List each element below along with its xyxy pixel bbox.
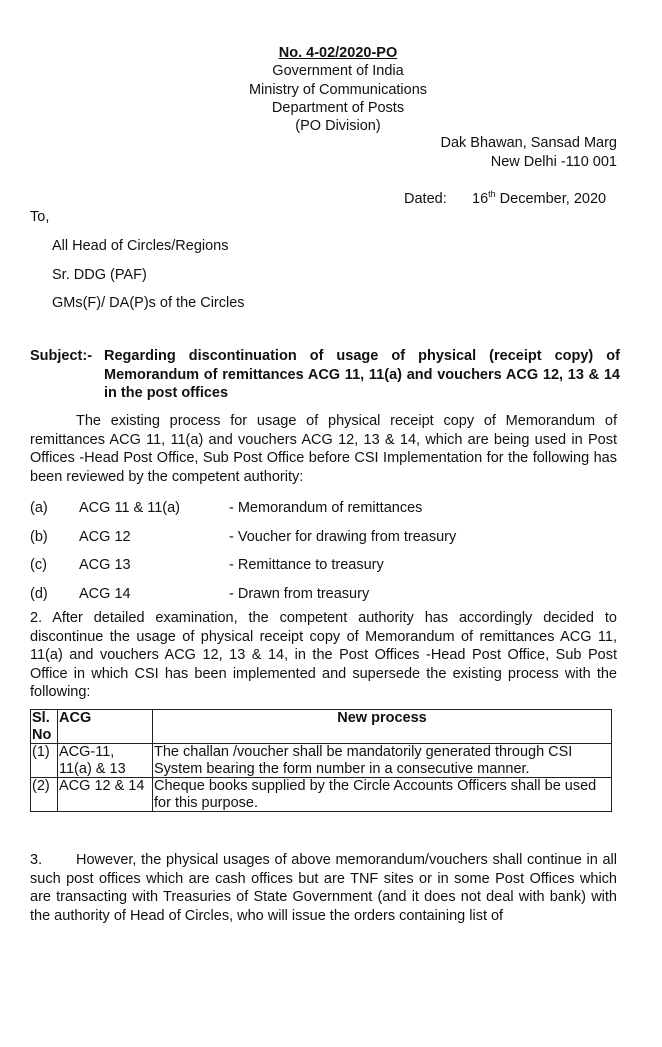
paragraph-2: 2. After detailed examination, the competent authority has accordingly decided to discontinue the usage of physical receipt copy of Memorandum of remittances ACG 11, 11(a) and vouchers ACG 12, 13 & 14, in the Post Offices -Head Post Office, Sub Post Office in which CSI has been implemented and supersede the existing process with the following: [30,610,617,700]
date-label: Dated: [404,190,447,207]
date-day: 16 [472,190,489,207]
item-desc: - Drawn from treasury [229,586,370,603]
heading-line-ministry: Ministry of Communications [248,81,428,98]
list-item [30,523,456,552]
header-new-process: New process [153,710,612,744]
heading-line-department: Department of Posts [271,99,405,116]
cell-acg: ACG 12 & 14 [58,778,153,812]
form-list [30,494,456,609]
paragraph-3 [30,851,617,925]
item-form: ACG 14 [79,586,131,603]
item-desc: - Voucher for drawing from treasury [229,528,457,545]
cell-process: Cheque books supplied by the Circle Accounts Officers shall be used for this purpose. [153,778,612,812]
item-key: (c) [30,557,47,574]
file-number: No. 4-02/2020-PO [278,45,398,61]
paragraph-3-text: However, the physical usages of above memorandum/vouchers shall continue in all such post offices which are cash offices but are TNF sites or in some Post Offices which are transacting with Treasuries of State Government (and it does not deal with bank) with the authority of Head of Circles, who will issue the orders containing list of [30,852,617,924]
date-rest: December, 2020 [495,190,607,207]
header-acg: ACG [58,710,153,744]
paragraph-1: The existing process for usage of physical receipt copy of Memorandum of remittances ACG 11, 11(a) and vouchers ACG 12, 13 & 14, which are being used in Post Offices -Head Post Office, Sub Post Office before CSI Implementation for the following has been reviewed by the competent authority: [30,413,617,485]
date-suffix: th [488,189,496,199]
cell-sl: (1) [31,744,58,778]
recipient: Sr. DDG (PAF) [52,266,147,283]
recipients-list [52,232,245,318]
table-row [31,778,612,812]
address-line-2: New Delhi -110 001 [490,154,617,170]
paragraph-3-number: 3. [30,852,43,868]
cell-acg: ACG-11, 11(a) & 13 [58,744,153,778]
to-label: To, [30,209,50,225]
item-form: ACG 13 [79,557,131,574]
item-key: (a) [30,500,48,516]
address-line-1: Dak Bhawan, Sansad Marg [440,135,617,151]
list-item [30,580,456,609]
date-line [404,189,606,207]
heading-line-division: (PO Division) [295,118,381,135]
item-desc: - Remittance to treasury [229,557,384,574]
list-item [30,494,456,523]
subject-label: Subject:- [30,348,93,364]
letter-heading [200,44,476,135]
new-process-table [30,709,612,812]
table-row [31,744,612,778]
sender-address [440,134,617,172]
recipient: All Head of Circles/Regions [52,238,229,254]
item-key: (b) [30,528,48,545]
cell-process: The challan /voucher shall be mandatorily generated through CSI System bearing the form number in a consecutive manner. [153,744,612,778]
header-sl-no: Sl. No [31,710,58,744]
item-form: ACG 12 [79,528,131,545]
item-form: ACG 11 & 11(a) [79,500,181,516]
list-item [30,551,456,580]
table-header-row [31,710,612,744]
item-key: (d) [30,586,48,603]
heading-line-government: Government of India [272,63,404,80]
subject-block [30,347,620,403]
recipient: GMs(F)/ DA(P)s of the Circles [52,295,245,311]
subject-text: Regarding discontinuation of usage of physical (receipt copy) of Memorandum of remittances ACG 11, 11(a) and vouchers ACG 12, 13 & 14 in the post offices [104,348,620,401]
cell-sl: (2) [31,778,58,812]
item-desc: - Memorandum of remittances [229,500,423,516]
